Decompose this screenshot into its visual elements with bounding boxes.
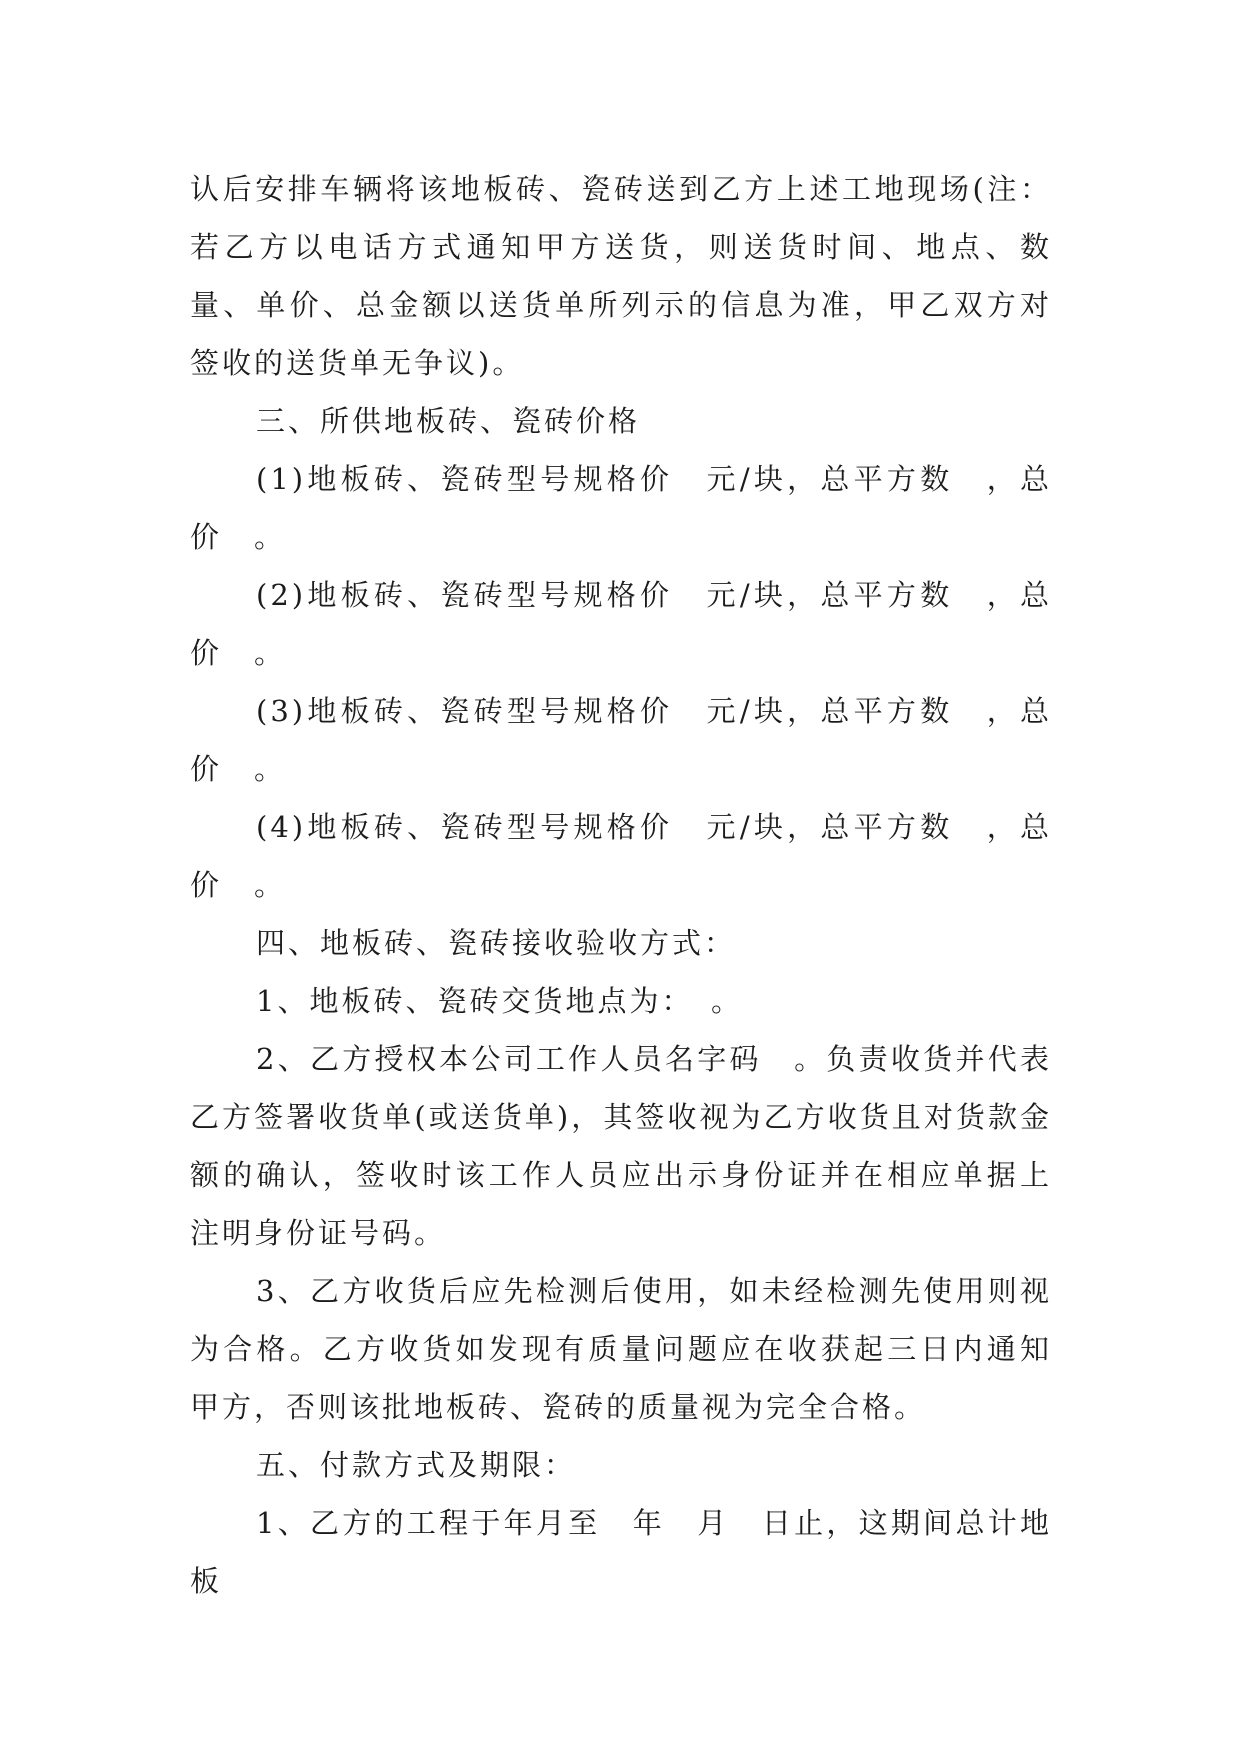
acceptance-item-2: 2、乙方授权本公司工作人员名字码 。负责收货并代表乙方签署收货单(或送货单)，其签收视为乙方收货且对货款金额的确认，签收时该工作人员应出示身份证并在相应单据上注明身份证号码。 (190, 1042, 1052, 1250)
price-item-2: (2)地板砖、瓷砖型号规格价 元/块，总平方数 ，总价 。 (190, 578, 1052, 670)
payment-item-1: 1、乙方的工程于年月至 年 月 日止，这期间总计地板 (190, 1506, 1052, 1598)
price-item-3: (3)地板砖、瓷砖型号规格价 元/块，总平方数 ，总价 。 (190, 694, 1052, 786)
acceptance-item-3: 3、乙方收货后应先检测后使用，如未经检测先使用则视为合格。乙方收货如发现有质量问题应在收获起三日内通知甲方，否则该批地板砖、瓷砖的质量视为完全合格。 (190, 1274, 1052, 1424)
price-item-1: (1)地板砖、瓷砖型号规格价 元/块，总平方数 ，总价 。 (190, 462, 1052, 554)
section-heading-acceptance: 四、地板砖、瓷砖接收验收方式： (256, 926, 737, 960)
paragraph-delivery-note: 认后安排车辆将该地板砖、瓷砖送到乙方上述工地现场(注：若乙方以电话方式通知甲方送货，则送货时间、地点、数量、单价、总金额以送货单所列示的信息为准，甲乙双方对签收的送货单无争议)。 (190, 172, 1052, 380)
contract-body (190, 160, 1052, 1610)
price-item-4: (4)地板砖、瓷砖型号规格价 元/块，总平方数 ，总价 。 (190, 810, 1052, 902)
acceptance-item-1: 1、地板砖、瓷砖交货地点为： 。 (256, 984, 743, 1018)
section-heading-payment: 五、付款方式及期限： (256, 1448, 577, 1482)
section-heading-price: 三、所供地板砖、瓷砖价格 (256, 404, 641, 438)
